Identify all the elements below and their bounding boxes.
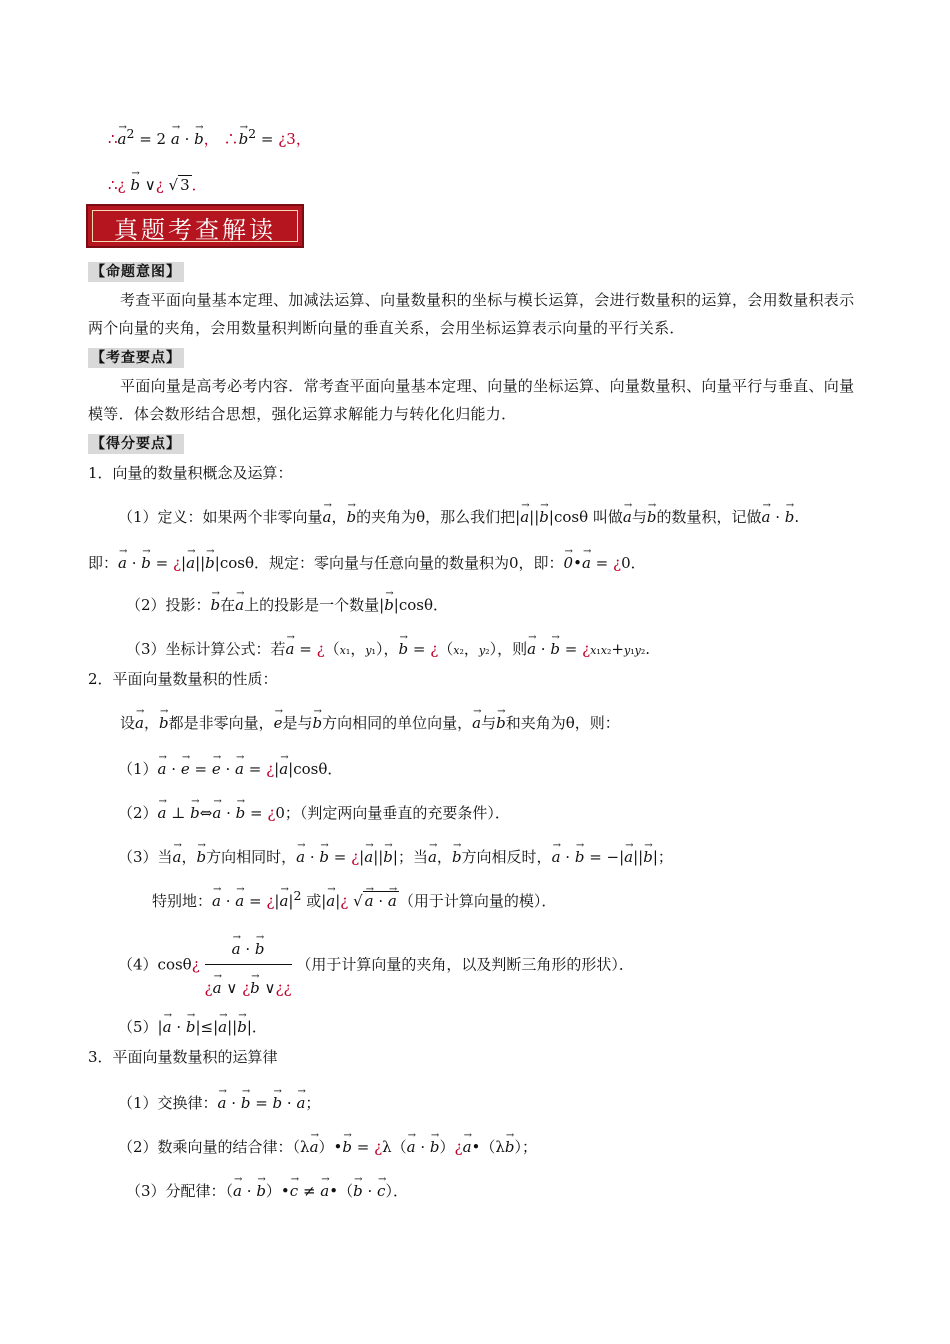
intent-paragraph: 考查平面向量基本定理、加减法运算、向量数量积的坐标与模长运算，会进行数量积的运算，会用数量积表示两个向量的夹角，会用数量积判断向量的垂直关系，会用坐标运算表示向量的平行关系． [88, 291, 855, 337]
property-4: （4）cosθ¿ → $\frac{a \cdot \to b}{¿\to a \vee ¿\to b \vee¿¿}$ （用于计算向量的夹角，以及判断三角形的形状）． [118, 930, 634, 1001]
heading-3: 3．平面向量数量积的运算律 [88, 1048, 278, 1066]
law-distributive: （3）分配律：（→ a · → b）•→ c ≠ → a•（→ b · → c）． [126, 1174, 408, 1202]
heading-2: 2．平面向量数量积的性质： [88, 670, 278, 688]
definition-line: （1）定义：如果两个非零向量→ a，→ b的夹角为θ，那么我们把|→ a||→ b|cosθ 叫做→ a与→ b的数量积，记做→ a · → b. [118, 500, 799, 528]
property-2: （2）→ a ⊥ → b⇔→ a · → b = ¿0；（判定两向量垂直的充要条件）． [118, 796, 510, 824]
property-3: （3）当→ a，→ b方向相同时，→ a · → b = ¿|→ a||→ b|；当→ a，→ b方向相反时，→ a · → b = −|→ a||→ b|； [118, 840, 673, 868]
cosine-fraction: → $\frac{a \cdot \to b}{¿\to a \vee ¿\to b \vee¿¿}$ [205, 930, 292, 1001]
section-banner [86, 204, 304, 248]
formula-line-1: ∴→ $a^2 = 2 \to a$ · → b， ∴→ $b^2$ = ¿3， [108, 122, 311, 150]
property-1: （1）→ a · → e = → e · → a = ¿|→ a|cosθ． [118, 752, 342, 780]
property-5: （5）|→ a · → b|≤|→ a||→ b|． [118, 1010, 267, 1038]
properties-setup: 设→ a，→ b都是非零向量，→ e是与→ b方向相同的单位向量，→ a与→ b和夹角为θ，则： [120, 706, 620, 734]
definition-line-2: 即：→ a · → b = ¿|→ a||→ b|cosθ．规定：零向量与任意向量的数量积为0，即：→ 0•→ a = ¿0． [88, 546, 646, 574]
tag-points: 【考查要点】 [88, 348, 184, 368]
heading-1: 1．向量的数量积概念及运算： [88, 464, 293, 482]
law-commutative: （1）交换律：→ a · → b = → b · → a； [118, 1086, 320, 1114]
coordinate-formula-line: （3）坐标计算公式：若→ a = ¿（x₁，y₁），→ b = ¿（x₂，y₂），则→ a · → b = ¿x₁x₂+y₁y₂. [126, 632, 650, 662]
banner-title: 真题考查解读 [114, 216, 276, 244]
points-paragraph: 平面向量是高考必考内容．常考查平面向量基本定理、向量的坐标运算、向量数量积、向量平行与垂直、向量模等．体会数形结合思想，强化运算求解能力与转化化归能力． [88, 377, 855, 423]
property-3-special: 特别地：→ a · → a = ¿|→ $a|^2$ 或|→ a|¿ √→ a · → a （用于计算向量的模）． [152, 884, 556, 912]
tag-intent: 【命题意图】 [88, 262, 184, 282]
projection-line: （2）投影：→ b在→ a上的投影是一个数量|→ b|cosθ． [126, 588, 448, 616]
formula-line-2: ∴¿ → b ∨¿ √ 3 ． [108, 168, 207, 196]
law-associative: （2）数乘向量的结合律：（λ→ a）•→ b = ¿λ（→ a · → b）¿→ a•（λ→ b）； [118, 1130, 537, 1158]
tag-scoring: 【得分要点】 [88, 434, 184, 454]
